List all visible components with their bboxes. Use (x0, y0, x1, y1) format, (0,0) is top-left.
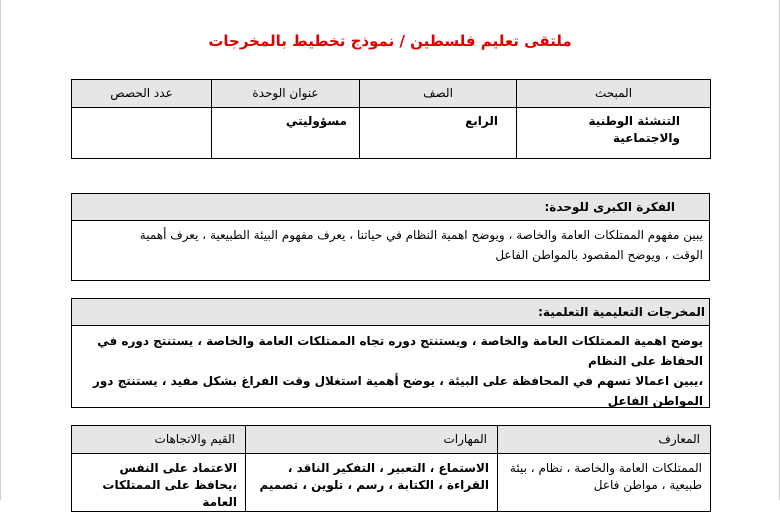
value-values: الاعتماد على النفس ،يحافظ على الممتلكات العامة (72, 454, 246, 512)
info-header-grade: الصف (360, 80, 517, 108)
outcomes-line-1: يوضح اهمية الممتلكات العامة والخاصة ، ويستنتج دوره تجاه الممتلكات العامة والخاصة ، يستنتج دوره في الحفاظ على النظام (97, 334, 703, 368)
value-knowledge: الممتلكات العامة والخاصة ، نظام ، بيئة طبيعية ، مواطن فاعل (498, 454, 711, 512)
header-knowledge: المعارف (498, 426, 711, 454)
value-skills: الاستماع ، التعبير ، التفكير الناقد ، القراءة ، الكتابة ، رسم ، تلوين ، تصميم (246, 454, 498, 512)
big-idea-box (71, 193, 710, 281)
info-value-grade: الرابع (360, 108, 517, 159)
outcomes-heading: المخرجات التعليمية التعلمية: (72, 299, 709, 326)
header-values: القيم والاتجاهات (72, 426, 246, 454)
info-value-unit-title: مسؤوليتي (212, 108, 360, 159)
page-title: ملتقى تعليم فلسطين / نموذج تخطيط بالمخرجات (208, 32, 572, 50)
info-header-periods: عدد الحصص (72, 80, 212, 108)
outcomes-line-2: ،يبين اعمالا تسهم في المحافظة على البيئة ، يوضح أهمية استغلال وقت الفراغ بشكل مفيد ، يستنتج دور المواطن الفاعل (92, 374, 703, 408)
info-table (71, 79, 711, 159)
big-idea-line-1: يبين مفهوم الممتلكات العامة والخاصة ، ويوضح اهمية النظام في حياتنا ، يعرف مفهوم البيئة الطبيعية ، يعرف أهمية (139, 228, 703, 242)
big-idea-heading: الفكرة الكبرى للوحدة: (72, 194, 709, 221)
big-idea-line-2: الوقت ، ويوضح المقصود بالمواطن الفاعل (495, 248, 703, 262)
info-value-subject: التنشئة الوطنية والاجتماعية (517, 108, 711, 159)
header-skills: المهارات (246, 426, 498, 454)
info-header-subject: المبحث (517, 80, 711, 108)
info-value-periods (72, 108, 212, 159)
knowledge-skills-values-table (71, 425, 711, 512)
info-header-unit-title: عنوان الوحدة (212, 80, 360, 108)
outcomes-box (71, 298, 710, 408)
